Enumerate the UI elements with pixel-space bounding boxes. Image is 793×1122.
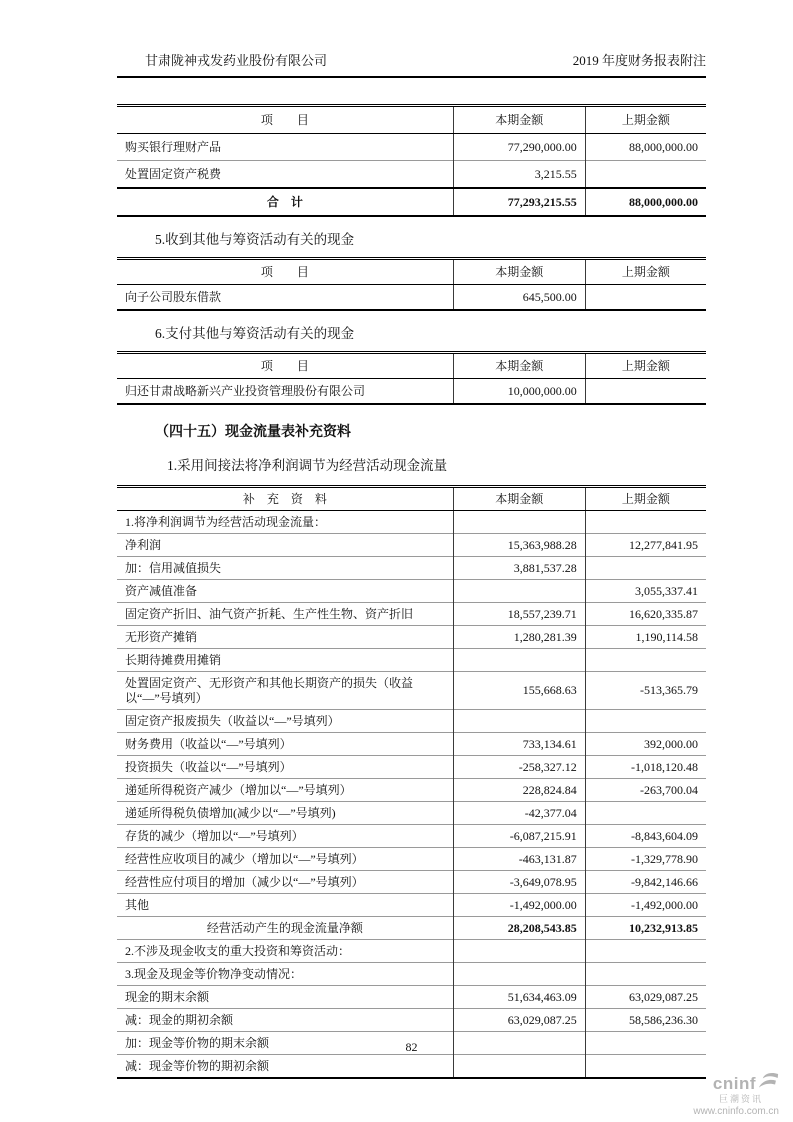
row-label: 固定资产报废损失（收益以“—”号填列） <box>117 710 453 733</box>
table-net-cashflow-row <box>117 917 706 940</box>
table-row <box>117 1009 706 1032</box>
row-current-amount: -463,131.87 <box>453 848 585 871</box>
table-row <box>117 756 706 779</box>
row-current-amount: 77,290,000.00 <box>453 134 585 161</box>
row-prior-amount <box>585 940 706 963</box>
row-current-amount: 228,824.84 <box>453 779 585 802</box>
row-label: 净利润 <box>117 534 453 557</box>
table-row <box>117 603 706 626</box>
row-current-amount <box>453 940 585 963</box>
row-prior-amount <box>585 557 706 580</box>
row-label: 减：现金的期初余额 <box>117 1009 453 1032</box>
row-label: 存货的减少（增加以“—”号填列） <box>117 825 453 848</box>
row-prior-amount <box>585 285 706 311</box>
table-row <box>117 580 706 603</box>
row-current-amount <box>453 511 585 534</box>
col-header-item: 补 充 资 料 <box>117 487 453 511</box>
section45-subheading: 1.采用间接法将净利润调节为经营活动现金流量 <box>167 458 448 473</box>
row-label: 其他 <box>117 894 453 917</box>
row-current-amount: 51,634,463.09 <box>453 986 585 1009</box>
row-label: 向子公司股东借款 <box>125 290 222 304</box>
table-row <box>117 825 706 848</box>
row-prior-amount: -8,843,604.09 <box>585 825 706 848</box>
row-prior-amount: -513,365.79 <box>585 672 706 710</box>
table-row <box>117 733 706 756</box>
row-current-amount: -258,327.12 <box>453 756 585 779</box>
document-header <box>117 50 706 78</box>
cninfo-url: www.cninfo.com.cn <box>693 1106 779 1117</box>
row-prior-amount <box>585 963 706 986</box>
col-header-prior: 上期金额 <box>585 259 706 285</box>
table-row <box>117 134 706 161</box>
table-header-row <box>117 487 706 511</box>
section45-heading: （四十五）现金流量表补充资料 <box>155 425 351 440</box>
table-row <box>117 626 706 649</box>
table-header-row <box>117 353 706 379</box>
row-label: 无形资产摊销 <box>117 626 453 649</box>
col-header-item: 项 目 <box>117 106 453 134</box>
row-prior-amount: 1,190,114.58 <box>585 626 706 649</box>
row-current-amount: 1,280,281.39 <box>453 626 585 649</box>
section6-table <box>117 351 706 405</box>
row-current-amount: 28,208,543.85 <box>453 917 585 940</box>
table-header-row <box>117 259 706 285</box>
row-prior-amount <box>585 161 706 189</box>
table-row <box>117 963 706 986</box>
row-prior-amount <box>585 1055 706 1079</box>
table-row <box>117 285 706 311</box>
table-row <box>117 848 706 871</box>
table-row <box>117 710 706 733</box>
row-prior-amount: 12,277,841.95 <box>585 534 706 557</box>
row-label: 处置固定资产税费 <box>117 161 453 189</box>
row-current-amount <box>453 963 585 986</box>
row-label: 购买银行理财产品 <box>125 140 222 154</box>
row-current-amount: 18,557,239.71 <box>453 603 585 626</box>
row-prior-amount: 10,232,913.85 <box>585 917 706 940</box>
row-prior-amount <box>585 379 706 405</box>
row-label: 归还甘肃战略新兴产业投资管理股份有限公司 <box>125 384 366 398</box>
col-header-current: 本期金额 <box>453 353 585 379</box>
doc-title: 2019 年度财务报表附注 <box>572 53 706 68</box>
row-current-amount: 3,881,537.28 <box>453 557 585 580</box>
row-label: 经营活动产生的现金流量净额 <box>117 917 453 940</box>
table-row <box>117 940 706 963</box>
row-label: 固定资产折旧、油气资产折耗、生产性生物、资产折旧 <box>117 603 453 626</box>
row-label: 2.不涉及现金收支的重大投资和筹资活动： <box>117 940 453 963</box>
table-row <box>117 534 706 557</box>
cninfo-cn-name: 巨潮资讯 <box>718 1094 763 1104</box>
company-name: 甘肃陇神戎发药业股份有限公司 <box>145 53 328 68</box>
table-row <box>117 1055 706 1079</box>
row-label: 处置固定资产、无形资产和其他长期资产的损失（收益以“—”号填列） <box>117 672 453 710</box>
row-current-amount: 10,000,000.00 <box>453 379 585 405</box>
col-header-item: 项 目 <box>117 259 453 285</box>
col-header-prior: 上期金额 <box>585 106 706 134</box>
row-label: 加：现金等价物的期末余额 <box>117 1032 453 1055</box>
row-prior-amount: -1,492,000.00 <box>585 894 706 917</box>
row-prior-amount: 16,620,335.87 <box>585 603 706 626</box>
row-current-amount: -3,649,078.95 <box>453 871 585 894</box>
cninfo-logo <box>693 1072 779 1117</box>
table-row <box>117 557 706 580</box>
col-header-item: 项 目 <box>117 353 453 379</box>
row-label: 长期待摊费用摊销 <box>117 649 453 672</box>
page-number: 82 <box>405 1040 418 1054</box>
row-label: 经营性应付项目的增加（减少以“—”号填列） <box>117 871 453 894</box>
row-current-amount <box>453 649 585 672</box>
total-prior-amount: 88,000,000.00 <box>585 188 706 216</box>
col-header-current: 本期金额 <box>453 106 585 134</box>
table-row <box>117 161 706 189</box>
row-prior-amount: 392,000.00 <box>585 733 706 756</box>
section5-heading: 5.收到其他与筹资活动有关的现金 <box>155 232 355 247</box>
section5-table <box>117 257 706 311</box>
row-label: 减：现金等价物的期初余额 <box>117 1055 453 1079</box>
row-current-amount: 15,363,988.28 <box>453 534 585 557</box>
row-prior-amount: -1,018,120.48 <box>585 756 706 779</box>
row-current-amount: 63,029,087.25 <box>453 1009 585 1032</box>
supplement-table <box>117 485 706 1079</box>
row-label: 3.现金及现金等价物净变动情况： <box>117 963 453 986</box>
row-current-amount: 3,215.55 <box>453 161 585 189</box>
row-current-amount <box>453 710 585 733</box>
total-label: 合 计 <box>117 188 453 216</box>
row-prior-amount: 58,586,236.30 <box>585 1009 706 1032</box>
table-row <box>117 871 706 894</box>
row-current-amount: 645,500.00 <box>453 285 585 311</box>
row-prior-amount: -263,700.04 <box>585 779 706 802</box>
row-label: 经营性应收项目的减少（增加以“—”号填列） <box>117 848 453 871</box>
page-content <box>117 50 706 1079</box>
cninfo-brand-text: cninf <box>712 1073 756 1093</box>
row-label: 财务费用（收益以“—”号填列） <box>117 733 453 756</box>
row-label: 1.将净利润调节为经营活动现金流量： <box>125 514 327 529</box>
row-current-amount: 733,134.61 <box>453 733 585 756</box>
table-header-row <box>117 106 706 134</box>
table-row <box>117 379 706 405</box>
row-prior-amount <box>585 710 706 733</box>
table-row <box>117 672 706 710</box>
row-label: 投资损失（收益以“—”号填列） <box>117 756 453 779</box>
row-label: 递延所得税资产减少（增加以“—”号填列） <box>117 779 453 802</box>
row-prior-amount: -1,329,778.90 <box>585 848 706 871</box>
row-label: 递延所得税负债增加(减少以“—”号填列) <box>117 802 453 825</box>
table-row <box>117 894 706 917</box>
row-prior-amount: 63,029,087.25 <box>585 986 706 1009</box>
col-header-prior: 上期金额 <box>585 487 706 511</box>
table-total-row <box>117 188 706 216</box>
col-header-current: 本期金额 <box>453 259 585 285</box>
row-prior-amount <box>585 802 706 825</box>
row-prior-amount: 88,000,000.00 <box>585 134 706 161</box>
row-current-amount: -1,492,000.00 <box>453 894 585 917</box>
row-label: 现金的期末余额 <box>117 986 453 1009</box>
table-row <box>117 779 706 802</box>
row-current-amount: -6,087,215.91 <box>453 825 585 848</box>
table-row <box>117 986 706 1009</box>
section6-heading: 6.支付其他与筹资活动有关的现金 <box>155 326 355 341</box>
row-label: 资产减值准备 <box>117 580 453 603</box>
row-current-amount <box>453 580 585 603</box>
col-header-prior: 上期金额 <box>585 353 706 379</box>
table-row <box>117 649 706 672</box>
row-current-amount: 155,668.63 <box>453 672 585 710</box>
row-prior-amount <box>585 511 706 534</box>
table-row <box>117 802 706 825</box>
row-current-amount <box>453 1055 585 1079</box>
row-prior-amount: 3,055,337.41 <box>585 580 706 603</box>
col-header-current: 本期金额 <box>453 487 585 511</box>
row-prior-amount: -9,842,146.66 <box>585 871 706 894</box>
financial-products-table <box>117 104 706 217</box>
cninfo-swoosh-icon <box>758 1072 779 1094</box>
table-row <box>117 511 706 534</box>
row-current-amount: -42,377.04 <box>453 802 585 825</box>
row-label: 加：信用减值损失 <box>117 557 453 580</box>
row-prior-amount <box>585 649 706 672</box>
total-current-amount: 77,293,215.55 <box>453 188 585 216</box>
